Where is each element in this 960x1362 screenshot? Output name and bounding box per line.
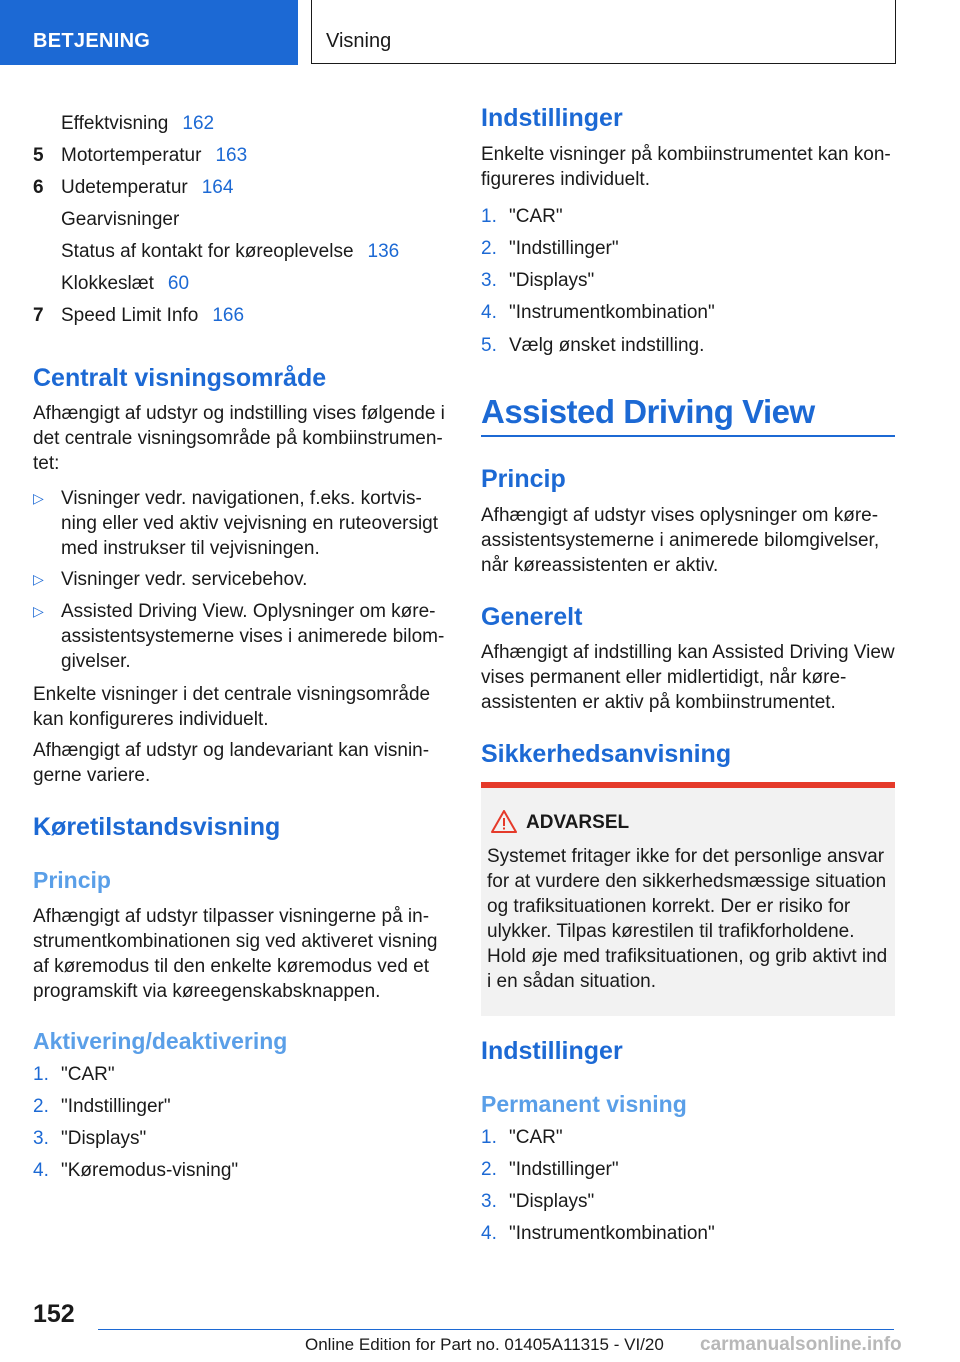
page-number: 152	[33, 1300, 75, 1328]
chapter-tab	[0, 0, 298, 65]
chapter-title: BETJENING	[33, 30, 151, 52]
paragraph: Afhængigt af udstyr og landevariant kan visnin- gerne variere.	[33, 740, 430, 786]
chapter-heading: Assisted Driving View	[481, 393, 895, 437]
section-heading: Indstillinger	[481, 104, 623, 132]
section-heading: Køretilstandsvisning	[33, 813, 281, 841]
page-ref[interactable]: 60	[167, 273, 190, 294]
page-ref[interactable]: 162	[182, 113, 215, 134]
paragraph: Enkelte visninger på kombiinstrumentet kan kon- figureres individuelt.	[481, 144, 891, 190]
page-ref[interactable]: 166	[212, 305, 245, 326]
watermark: carmanualsonline.info	[700, 1334, 902, 1355]
section-heading: Generelt	[481, 603, 583, 631]
triangle-bullet-icon: ▷	[33, 571, 44, 587]
page-ref[interactable]: 136	[367, 241, 400, 262]
page-ref[interactable]: 164	[201, 177, 234, 198]
section-heading: Indstillinger	[481, 1037, 623, 1065]
section-tab	[311, 0, 896, 64]
edition-note: Online Edition for Part no. 01405A11315 - VI/20	[305, 1335, 664, 1354]
triangle-bullet-icon: ▷	[33, 490, 44, 506]
section-heading: Princip	[481, 465, 566, 493]
warning-triangle-icon	[491, 810, 517, 838]
paragraph: Afhængigt af indstilling kan Assisted Driving View vises permanent eller midlertidigt, når køre- assistenten er aktiv på kombiinstrumentet.	[481, 642, 895, 713]
section-title: Visning	[326, 30, 392, 52]
subsection-heading: Aktivering/deaktivering	[33, 1028, 288, 1054]
section-heading: Centralt visningsområde	[33, 364, 327, 392]
triangle-bullet-icon: ▷	[33, 603, 44, 619]
warning-box	[481, 782, 895, 1016]
warning-text: Systemet fritager ikke for det personlige ansvar for at vurdere den sikkerhedsmæssige situation og trafiksituationen korrekt. Der er risiko for ulykker. Tilpas kørestilen til trafikforholdene. Hold øje med trafiksituationen, og grib aktivt ind i en sådan situation.	[487, 846, 888, 992]
footer-divider	[98, 1329, 894, 1330]
page-ref[interactable]: 163	[215, 145, 248, 166]
subsection-heading: Princip	[33, 867, 111, 893]
paragraph: Afhængigt af udstyr og indstilling vises følgende i det centrale visningsområde på kombiinstrumen- tet:	[33, 403, 445, 474]
subsection-heading: Permanent visning	[481, 1091, 687, 1117]
section-heading: Sikkerhedsanvisning	[481, 740, 732, 768]
warning-title: ADVARSEL	[526, 812, 630, 833]
paragraph: Enkelte visninger i det centrale visningsområde kan konfigureres individuelt.	[33, 684, 431, 730]
paragraph: Afhængigt af udstyr tilpasser visningerne på in- strumentkombinationen sig ved aktiveret visning af køremodus til den enkelte køremodus ved et programskift via køreegenskabsknappen.	[33, 906, 438, 1002]
paragraph: Afhængigt af udstyr vises oplysninger om køre- assistentsystemerne i animerede bilomgivelser, når køreassistenten er aktiv.	[481, 505, 880, 576]
